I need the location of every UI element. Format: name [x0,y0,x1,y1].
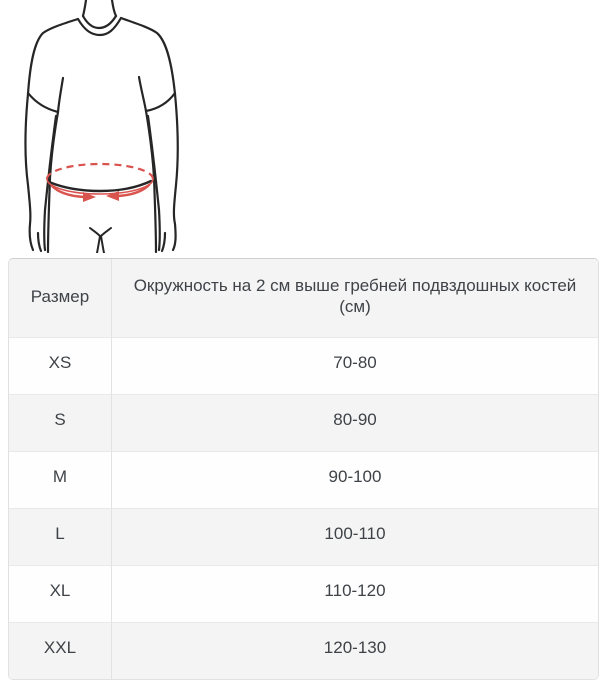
collar-inner-line [83,16,116,28]
size-cell: S [9,394,112,451]
circumference-dashed-arc [47,164,153,179]
table-header-row [9,259,598,337]
circumference-column-header: Окружность на 2 см выше гребней подвздошных костей (см) [133,276,577,316]
size-table [9,259,598,679]
left-armpit-line [58,78,63,112]
wrap-arrowhead-right-icon [106,191,119,201]
size-cell: XS [9,337,112,394]
torso-outline-icon [25,0,177,253]
neck-right-line [112,0,116,16]
left-sleeve-hem [28,93,58,112]
drawstring-icon [90,228,111,253]
size-column-header: Размер [9,259,112,337]
size-cell: XXL [9,622,112,679]
range-cell: 70-80 [112,337,598,394]
size-table-container [8,258,599,680]
table-row [9,565,598,622]
table-row [9,508,598,565]
neck-left-line [83,0,86,16]
range-cell: 90-100 [112,451,598,508]
right-sleeve-hem [146,93,175,111]
collar-outer-line [78,18,121,35]
table-row [9,622,598,679]
size-cell: L [9,508,112,565]
size-cell: XL [9,565,112,622]
right-arm-outer [173,94,178,250]
waist-measurement-diagram [0,0,240,253]
range-cell: 110-120 [112,565,598,622]
range-cell: 80-90 [112,394,598,451]
right-shoulder-arm [121,18,175,94]
waist-circumference-marking [47,164,153,202]
right-armpit-line [139,77,146,111]
left-arm-outer [25,94,33,250]
table-row [9,451,598,508]
left-shoulder-arm [28,19,78,94]
range-cell: 120-130 [112,622,598,679]
table-row [9,337,598,394]
range-cell: 100-110 [112,508,598,565]
table-row [9,394,598,451]
size-cell: M [9,451,112,508]
left-hand-detail [38,233,41,251]
right-hand-detail [162,233,165,251]
